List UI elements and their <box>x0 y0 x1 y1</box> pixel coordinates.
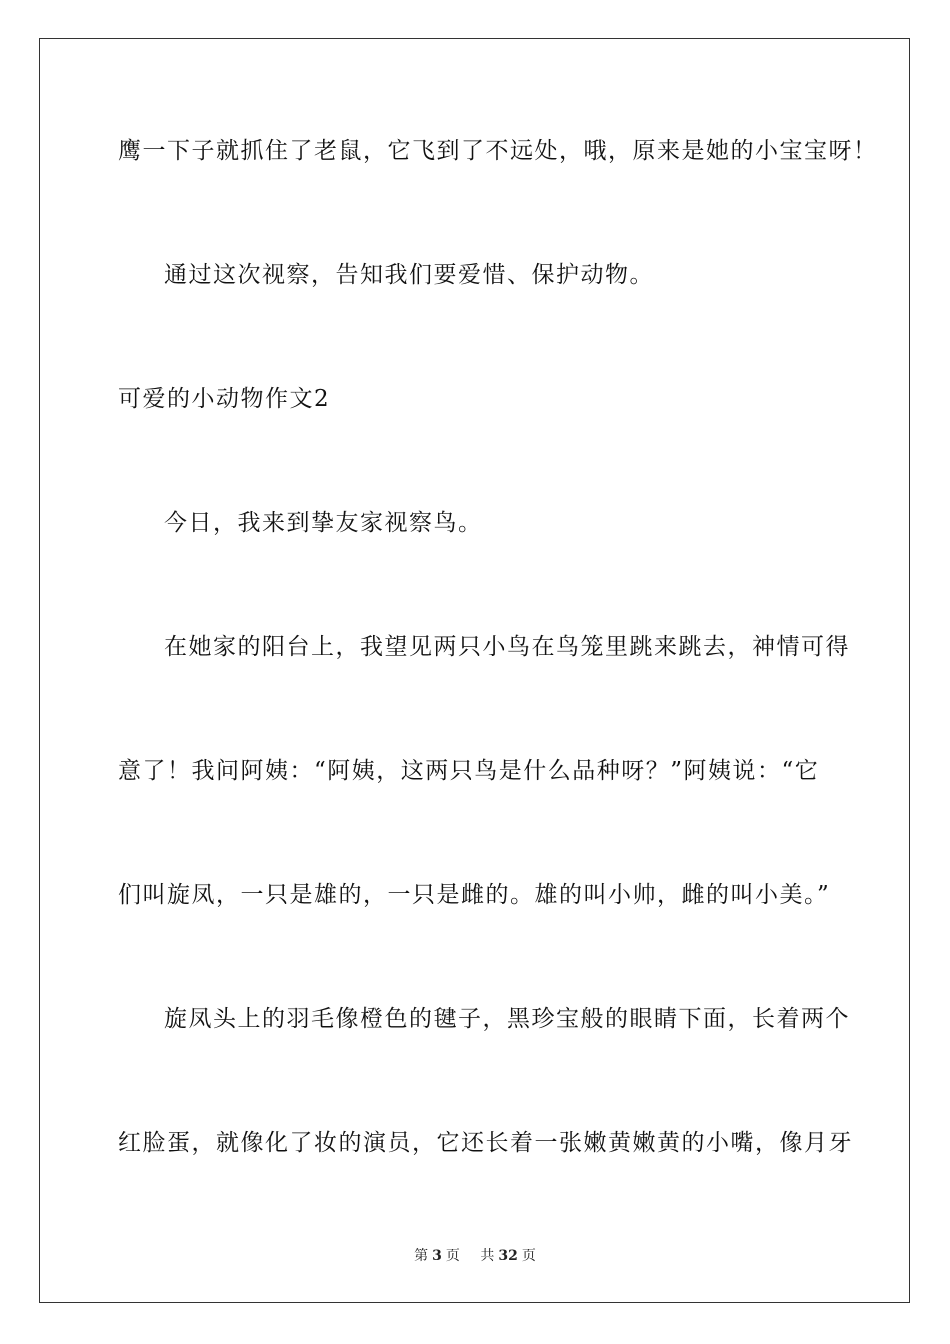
paragraph-line-4: 今日，我来到挚友家视察鸟。 <box>164 510 483 536</box>
page-suffix: 页 <box>445 1248 460 1264</box>
page-prefix: 第 <box>414 1248 429 1264</box>
paragraph-line-2: 通过这次视察，告知我们要爱惜、保护动物。 <box>164 262 654 288</box>
page-indicator <box>410 1248 464 1264</box>
total-number: 32 <box>498 1248 518 1264</box>
total-prefix: 共 <box>480 1248 495 1264</box>
total-suffix: 页 <box>521 1248 536 1264</box>
paragraph-line-1: 鹰一下子就抓住了老鼠，它飞到了不远处，哦，原来是她的小宝宝呀！ <box>118 138 878 164</box>
section-title: 可爱的小动物作文2 <box>118 386 331 412</box>
paragraph-line-5: 在她家的阳台上，我望见两只小鸟在鸟笼里跳来跳去，神情可得 <box>164 634 850 660</box>
page-footer <box>0 1247 950 1265</box>
total-pages-indicator <box>476 1248 539 1264</box>
paragraph-line-6: 意了！我问阿姨：“阿姨，这两只鸟是什么品种呀？”阿姨说：“它 <box>118 758 820 784</box>
page-number: 3 <box>432 1248 442 1264</box>
paragraph-line-7: 们叫旋凤，一只是雄的，一只是雌的。雄的叫小帅，雌的叫小美。” <box>118 882 831 908</box>
paragraph-line-8: 旋凤头上的羽毛像橙色的毽子，黑珍宝般的眼睛下面，长着两个 <box>164 1006 850 1032</box>
page-border <box>39 38 910 1303</box>
paragraph-line-9: 红脸蛋，就像化了妆的演员，它还长着一张嫩黄嫩黄的小嘴，像月牙 <box>118 1130 853 1156</box>
